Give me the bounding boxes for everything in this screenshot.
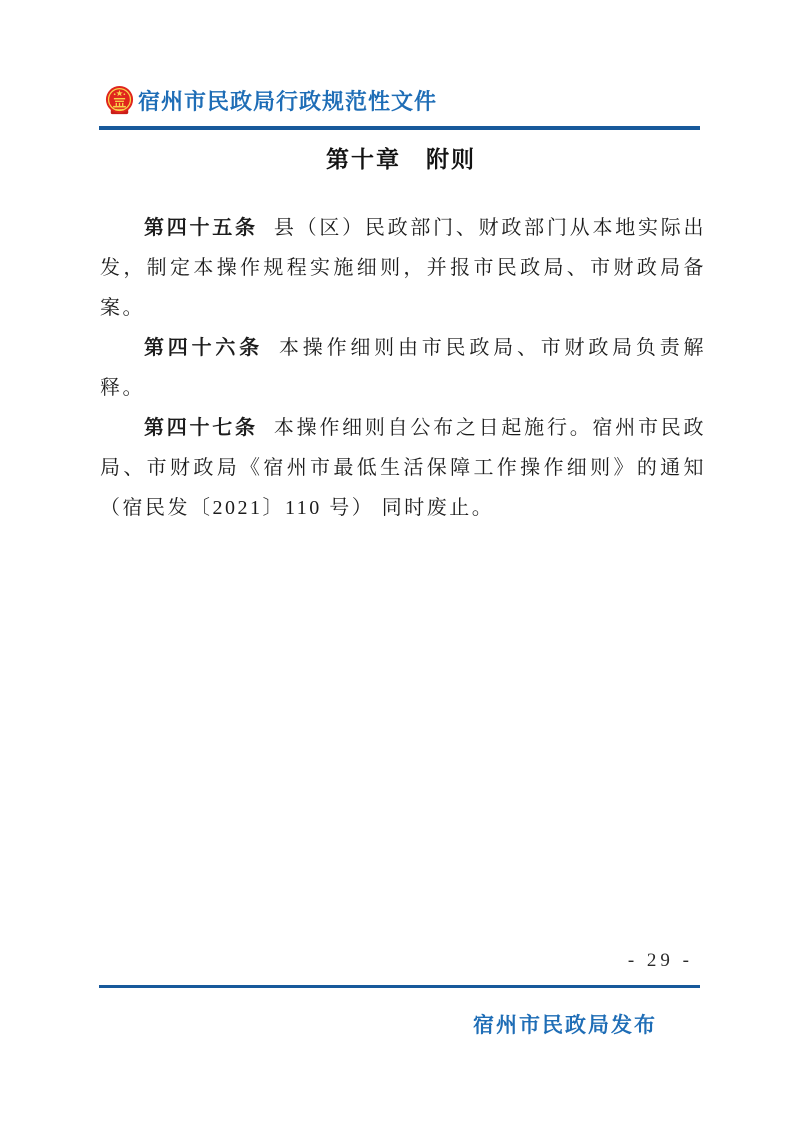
article-text: 本操作细则自公布之日起施行。宿州市民政局、市财政局《宿州市最低生活保障工作操作细则》的通知（宿民发〔2021〕110 号） 同时废止。 [100,417,707,519]
footer-divider [99,985,700,988]
article-paragraph [100,408,706,528]
article-number: 第四十五条 [144,217,258,239]
article-number: 第四十七条 [144,417,258,439]
article-text: 县（区）民政部门、财政部门从本地实际出发，制定本操作规程实施细则，并报市民政局、市财政局备案。 [100,217,707,319]
header-title: 宿州市民政局行政规范性文件 [138,89,438,114]
article-text: 本操作细则由市民政局、市财政局负责解释。 [100,337,707,399]
article-number: 第四十六条 [144,337,263,359]
document-body [100,208,706,528]
page-number: - 29 - [627,950,693,971]
article-paragraph [100,328,706,408]
chapter-title: 第十章 附则 [326,146,476,172]
national-emblem-icon [104,85,135,116]
document-header [104,85,437,116]
publisher-label: 宿州市民政局发布 [473,1014,657,1037]
header-divider [99,126,700,130]
article-paragraph [100,208,706,328]
